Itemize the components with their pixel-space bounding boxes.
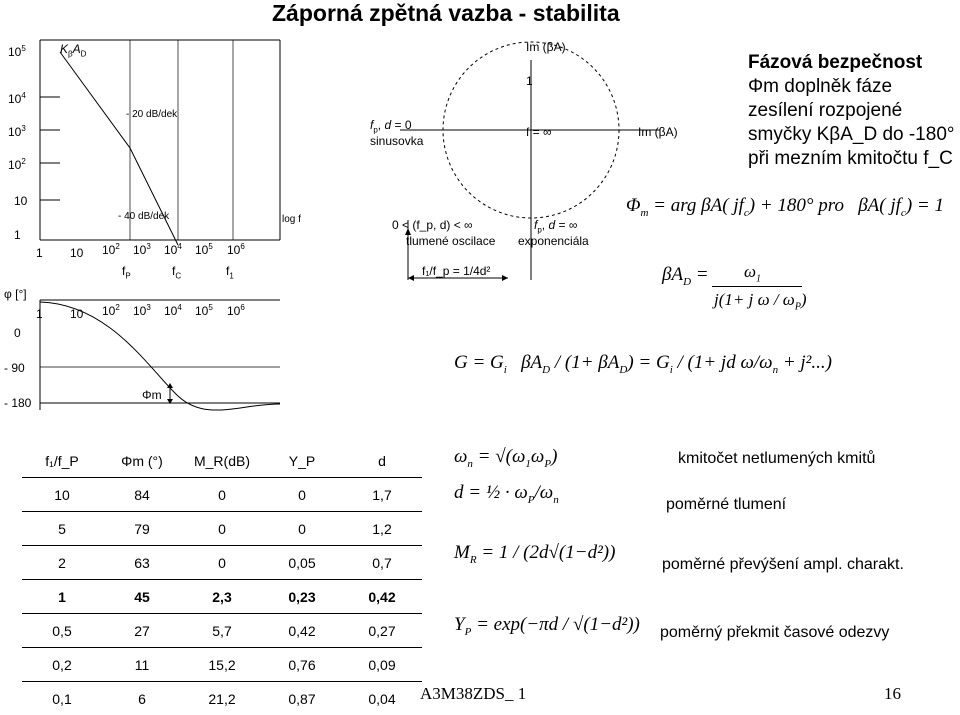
table-cell: 0	[182, 512, 262, 546]
table-header: d	[342, 444, 422, 478]
table-header: Y_P	[262, 444, 342, 478]
footer-course: A3M38ZDS_ 1	[420, 684, 526, 704]
table-cell: 5	[22, 512, 102, 546]
formula-phase-margin: $\Phi_m$ = arg βA( $jf_c) + 180^\circ$ pro βA( $jf_c) = 1$	[626, 195, 944, 219]
exp-label: $f_p$, d = ∞	[534, 218, 577, 234]
exp-text: exponenciála	[518, 234, 589, 248]
bode-plot	[0, 0, 300, 420]
phase-freq-tick: 1	[36, 307, 43, 321]
formula-beta-ad-denom: j(1+ j ω / $\omega_P$)	[714, 290, 807, 312]
phase-freq-tick: $10^5$	[195, 303, 213, 318]
page-title: Záporná zpětná vazba - stabilita	[272, 0, 620, 27]
mag-tick-1e4: $10^4$	[8, 91, 26, 106]
table-cell: 6	[102, 682, 182, 715]
nyquist-one: 1	[526, 74, 533, 88]
formula-omega-n: $\omega_n = √(\omega_1\omega_P)$	[454, 446, 557, 470]
table-cell: 0	[262, 512, 342, 546]
phase-freq-tick: $10^6$	[227, 303, 245, 318]
mag-tick-1e3: $10^3$	[8, 124, 26, 139]
table-cell: 0	[182, 478, 262, 512]
stability-table	[22, 444, 422, 715]
table-cell: 11	[102, 648, 182, 682]
mag-tick-1: 1	[14, 228, 21, 242]
mag-tick-1e5: $10^5$	[8, 44, 26, 59]
desc-d: poměrné tlumení	[666, 496, 786, 514]
table-cell: 79	[102, 512, 182, 546]
freq-tick: $10^2$	[102, 242, 120, 257]
pm-line3: smyčky KβA_D do -180°	[748, 124, 955, 146]
freq-mark-fp: $f_P$	[122, 264, 131, 280]
formula-beta-ad: $\beta A_D$ =	[662, 264, 709, 288]
nyquist-f-inf: f = ∞	[526, 125, 552, 139]
table-cell: 0,09	[342, 648, 422, 682]
pm-line4: při mezním kmitočtu f_C	[748, 148, 953, 170]
sine-text: sinusovka	[370, 134, 423, 148]
table-header-row	[22, 444, 422, 478]
desc-mr: poměrné převýšení ampl. charakt.	[662, 556, 904, 574]
table-cell: 0,7	[342, 546, 422, 580]
nyquist-right-axis: Im (βA)	[638, 125, 678, 139]
table-cell: 27	[102, 614, 182, 648]
phase-freq-tick: $10^4$	[164, 303, 182, 318]
desc-yp: poměrný překmit časové odezvy	[660, 624, 889, 642]
table-cell: 21,2	[182, 682, 262, 715]
damped-text: tlumené oscilace	[406, 234, 495, 248]
fraction-bar	[712, 286, 802, 287]
freq-mark-fc: $f_C$	[172, 264, 181, 280]
formula-g: $G = G_i$ $\beta A_D / (1+ \beta A_D) = G_i / (1+$ jd $\omega/\omega_n + j^2$...)	[454, 352, 832, 376]
formula-omega1: $\omega_1$	[744, 262, 761, 284]
table-cell: 0,04	[342, 682, 422, 715]
ratio-label: f₁/f_p = 1/4d²	[422, 264, 490, 278]
table-cell: 0,76	[262, 648, 342, 682]
table-cell: 10	[22, 478, 102, 512]
sine-label: $f_p$, d = 0	[370, 118, 412, 134]
table-cell: 0,05	[262, 546, 342, 580]
table-cell: 45	[102, 580, 182, 614]
pm-heading: Fázová bezpečnost	[748, 52, 922, 74]
table-cell: 1,2	[342, 512, 422, 546]
table-cell: 0,42	[342, 580, 422, 614]
nyquist-top-axis: Im (βA)	[526, 40, 566, 54]
table-cell: 84	[102, 478, 182, 512]
freq-tick: $10^3$	[133, 242, 151, 257]
phase-ylabel: φ [°]	[4, 287, 27, 301]
table-row	[22, 546, 422, 580]
table-cell: 0,5	[22, 614, 102, 648]
pm-line2: zesílení rozpojené	[748, 100, 902, 122]
table-cell: 0,27	[342, 614, 422, 648]
table-row	[22, 512, 422, 546]
pm-line1: Φm doplněk fáze	[748, 76, 892, 98]
table-cell: 63	[102, 546, 182, 580]
table-cell: 0,2	[22, 648, 102, 682]
phase-tick-90: - 90	[4, 361, 25, 375]
nyquist-plot	[380, 40, 700, 300]
table-cell: 1	[22, 580, 102, 614]
freq-axis-label: log f	[282, 214, 301, 225]
table-cell: 0	[262, 478, 342, 512]
formula-yp: $Y_P = \exp(-\pi d / √(1-d^2))$	[454, 614, 640, 638]
table-header: f₁/f_P	[22, 444, 102, 478]
phase-freq-tick: 10	[70, 307, 83, 321]
slope2-label: - 40 dB/dek	[118, 211, 169, 222]
formula-d: d = ½ · $\omega_P/\omega_n$	[454, 482, 559, 506]
phase-freq-tick: $10^3$	[133, 303, 151, 318]
freq-tick: $10^5$	[195, 242, 213, 257]
table-cell: 2	[22, 546, 102, 580]
table-cell: 0,42	[262, 614, 342, 648]
desc-omega-n: kmitočet netlumených kmitů	[678, 450, 875, 468]
freq-tick: 10	[70, 246, 83, 260]
mag-tick-10: 10	[14, 194, 27, 208]
table-cell: 0,23	[262, 580, 342, 614]
phase-freq-tick: $10^2$	[102, 303, 120, 318]
phase-tick-180: - 180	[4, 396, 31, 410]
freq-tick: $10^6$	[227, 242, 245, 257]
table-header: Φm (°)	[102, 444, 182, 478]
table-cell: 15,2	[182, 648, 262, 682]
freq-mark-f1: $f_1$	[226, 264, 234, 280]
table-row	[22, 682, 422, 715]
footer-page: 16	[884, 684, 901, 704]
table-cell: 2,3	[182, 580, 262, 614]
table-cell: 0,1	[22, 682, 102, 715]
table-row	[22, 580, 422, 614]
phase-tick-0: 0	[14, 326, 21, 340]
phase-margin-label: Φm	[142, 388, 162, 402]
table-cell: 0	[182, 546, 262, 580]
damped-label: 0 < (f_p, d) < ∞	[392, 218, 473, 232]
table-header: M_R(dB)	[182, 444, 262, 478]
table-row	[22, 478, 422, 512]
table-row	[22, 614, 422, 648]
mag-tick-1e2: $10^2$	[8, 157, 26, 172]
mag-ylabel: $K_\beta A_D$	[60, 42, 86, 58]
table-cell: 0,87	[262, 682, 342, 715]
table-cell: 1,7	[342, 478, 422, 512]
table-row	[22, 648, 422, 682]
freq-tick: $10^4$	[164, 242, 182, 257]
freq-tick: 1	[36, 246, 43, 260]
table-cell: 5,7	[182, 614, 262, 648]
slope1-label: - 20 dB/dek	[126, 109, 177, 120]
formula-mr: $M_R = 1 / (2d√(1-d^2))$	[454, 542, 615, 566]
